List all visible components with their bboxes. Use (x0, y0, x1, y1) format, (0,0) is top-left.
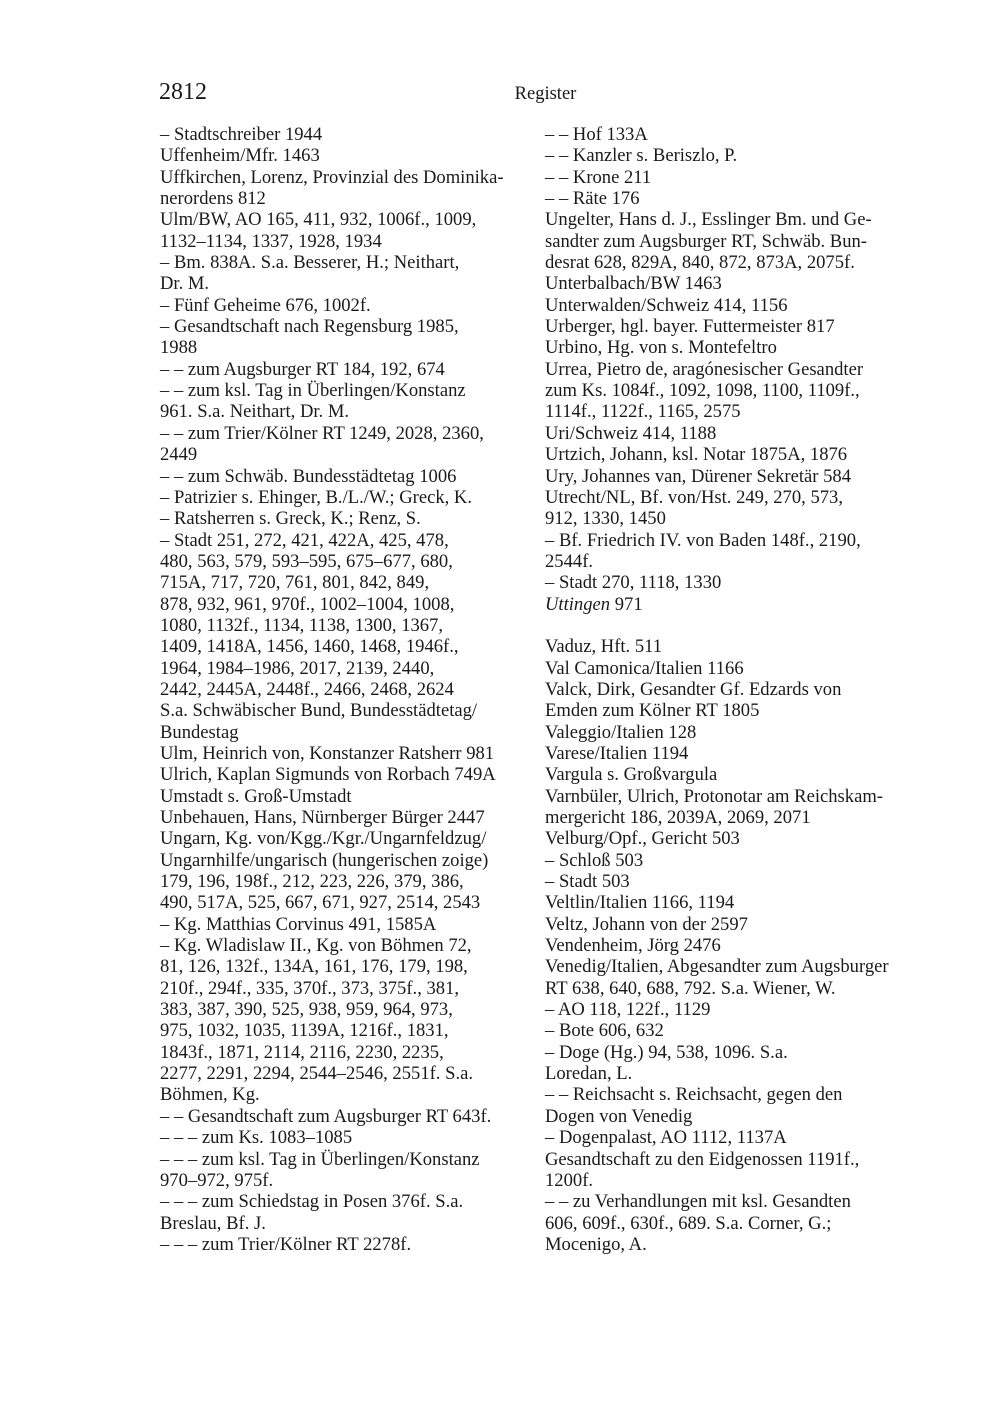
index-term-italic: Uttingen (545, 593, 611, 615)
index-entry (545, 722, 935, 743)
index-entry-line: Varnbüler, Ulrich, Protonotar am Reichskam- (545, 785, 883, 807)
index-entry (160, 1191, 540, 1234)
index-entry (160, 316, 540, 359)
index-entry-line: Breslau, Bf. J. (160, 1212, 266, 1234)
index-entry-line: Ulm/BW, AO 165, 411, 932, 1006f., 1009, (160, 209, 477, 231)
index-entry-line: 1200f. (545, 1169, 594, 1191)
index-entry-line: 1114f., 1122f., 1165, 2575 (545, 401, 741, 423)
index-entry (160, 935, 540, 1106)
index-entry (545, 1020, 935, 1041)
index-entry-line: 1964, 1984–1986, 2017, 2139, 2440, (160, 657, 435, 679)
index-entry-line: – – – zum Trier/Kölner RT 2278f. (160, 1233, 412, 1255)
index-entry (160, 466, 540, 487)
index-entry (160, 1106, 540, 1127)
index-entry (545, 444, 935, 465)
index-entry-line: Urtzich, Johann, ksl. Notar 1875A, 1876 (545, 444, 848, 466)
index-entry-line: 490, 517A, 525, 667, 671, 927, 2514, 2543 (160, 892, 481, 914)
index-entry (160, 914, 540, 935)
index-entry-line: RT 638, 640, 688, 792. S.a. Wiener, W. (545, 977, 836, 999)
index-entry (160, 508, 540, 529)
index-entry-line: sandter zum Augsburger RT, Schwäb. Bun- (545, 230, 867, 252)
index-entry-line: Ungelter, Hans d. J., Esslinger Bm. und Ge- (545, 209, 872, 231)
index-entry-line: – Gesandtschaft nach Regensburg 1985, (160, 316, 459, 338)
index-entry (545, 636, 935, 657)
index-entry-line: Veltlin/Italien 1166, 1194 (545, 892, 735, 914)
index-entry-line: Urrea, Pietro de, aragónesischer Gesandter (545, 358, 864, 380)
index-entry-line: Venedig/Italien, Abgesandter zum Augsburger (545, 956, 889, 978)
index-entry (545, 337, 935, 358)
index-entry-line: Ungarnhilfe/ungarisch (hungerischen zoige) (160, 849, 489, 871)
index-entry-line: 210f., 294f., 335, 370f., 373, 375f., 381, (160, 977, 460, 999)
index-entry (545, 423, 935, 444)
index-entry-line: – – zu Verhandlungen mit ksl. Gesandten (545, 1191, 851, 1213)
index-entry-line: 1843f., 1871, 2114, 2116, 2230, 2235, (160, 1041, 444, 1063)
index-entry-line: zum Ks. 1084f., 1092, 1098, 1100, 1109f., (545, 380, 860, 402)
index-entry-line: – – Gesandtschaft zum Augsburger RT 643f. (160, 1105, 492, 1127)
index-entry (160, 743, 540, 764)
index-entry (160, 530, 540, 743)
index-entry-line: Valck, Dirk, Gesandter Gf. Edzards von (545, 678, 842, 700)
index-entry (160, 764, 540, 785)
index-entry-line: Vargula s. Großvargula (545, 764, 718, 786)
index-entry (545, 914, 935, 935)
index-entry-line: – Dogenpalast, AO 1112, 1137A (545, 1127, 787, 1149)
index-entry-line: – Kg. Matthias Corvinus 491, 1585A (160, 913, 437, 935)
index-entry (160, 380, 540, 423)
index-entry-line: 961. S.a. Neithart, Dr. M. (160, 401, 350, 423)
index-entry-line: 1409, 1418A, 1456, 1460, 1468, 1946f., (160, 636, 459, 658)
index-entry-line: Unterbalbach/BW 1463 (545, 273, 722, 295)
index-entry-line: 1080, 1132f., 1134, 1138, 1300, 1367, (160, 614, 444, 636)
index-entry (160, 786, 540, 807)
index-entry (160, 1234, 540, 1255)
index-entry-line: Bundestag (160, 721, 239, 743)
index-entry-line: – Ratsherren s. Greck, K.; Renz, S. (160, 508, 421, 530)
index-entry (160, 359, 540, 380)
index-entry-line: 2544f. (545, 550, 594, 572)
index-entry (545, 850, 935, 871)
index-entry-line: – – zum Schwäb. Bundesstädtetag 1006 (160, 465, 457, 487)
index-entry-line: – – Hof 133A (545, 124, 648, 145)
index-entry (545, 999, 935, 1020)
index-entry (160, 124, 540, 145)
index-entry-line: – – – zum Schiedstag in Posen 376f. S.a. (160, 1191, 464, 1213)
index-entry-line: Dogen von Venedig (545, 1105, 693, 1127)
index-entry (545, 828, 935, 849)
index-entry (545, 273, 935, 294)
index-entry-line: – – zum Augsburger RT 184, 192, 674 (160, 358, 445, 380)
index-entry-line: 1132–1134, 1337, 1928, 1934 (160, 230, 382, 252)
index-entry-line: Varese/Italien 1194 (545, 742, 689, 764)
index-entry-line: 2277, 2291, 2294, 2544–2546, 2551f. S.a. (160, 1063, 473, 1085)
index-entry (160, 487, 540, 508)
index-entry-line: Vaduz, Hft. 511 (545, 636, 663, 658)
index-entry (160, 252, 540, 295)
index-entry-line: – – zum ksl. Tag in Überlingen/Konstanz (160, 380, 466, 402)
running-title: Register (514, 84, 577, 104)
index-entry-line: Uffkirchen, Lorenz, Provinzial des Dominika- (160, 166, 504, 188)
index-entry-line: Ungarn, Kg. von/Kgg./Kgr./Ungarnfeldzug/ (160, 828, 487, 850)
index-column-left (160, 124, 540, 1255)
index-entry-line: – AO 118, 122f., 1129 (545, 999, 711, 1021)
index-entry-line: Emden zum Kölner RT 1805 (545, 700, 760, 722)
index-entry (545, 145, 935, 166)
index-entry-line: Utrecht/NL, Bf. von/Hst. 249, 270, 573, (545, 486, 843, 508)
index-entry-line: – Bote 606, 632 (545, 1020, 664, 1042)
index-entry-line: – Doge (Hg.) 94, 538, 1096. S.a. (545, 1041, 788, 1063)
index-entry (545, 743, 935, 764)
index-column-right (545, 124, 935, 1255)
page-number: 2812 (159, 79, 207, 105)
index-entry-line: mergericht 186, 2039A, 2069, 2071 (545, 807, 811, 828)
index-entry (545, 188, 935, 209)
index-entry (545, 359, 935, 423)
index-entry (160, 167, 540, 210)
index-entry-line: – Bm. 838A. S.a. Besserer, H.; Neithart, (160, 252, 460, 274)
index-entry (545, 1191, 935, 1255)
index-entry (545, 658, 935, 679)
index-entry-line: – Stadtschreiber 1944 (160, 124, 323, 145)
index-entry (545, 892, 935, 913)
index-entry-line: S.a. Schwäbischer Bund, Bundesstädtetag/ (160, 700, 478, 722)
index-entry-line: – Bf. Friedrich IV. von Baden 148f., 2190, (545, 529, 861, 551)
index-entry-line: Böhmen, Kg. (160, 1084, 260, 1106)
index-entry (545, 1127, 935, 1148)
index-entry-line: – – zum Trier/Kölner RT 1249, 2028, 2360, (160, 422, 484, 444)
page-header (159, 78, 932, 108)
index-entry-line: Umstadt s. Groß-Umstadt (160, 785, 352, 807)
letter-group-gap (545, 615, 935, 636)
index-entry-line: 81, 126, 132f., 134A, 161, 176, 179, 198, (160, 956, 468, 978)
index-entry (545, 1084, 935, 1127)
index-entry-line: Mocenigo, A. (545, 1233, 647, 1255)
index-entry (545, 487, 935, 530)
index-entry-line: 970–972, 975f. (160, 1169, 274, 1191)
index-entry-line: Unterwalden/Schweiz 414, 1156 (545, 294, 788, 316)
index-entry-line: nerordens 812 (160, 188, 266, 210)
index-entry-line: 2442, 2445A, 2448f., 2466, 2468, 2624 (160, 678, 454, 700)
index-entry-line: 480, 563, 579, 593–595, 675–677, 680, (160, 550, 453, 572)
index-entry-line: – – Krone 211 (545, 166, 652, 188)
index-entry-line: Ulm, Heinrich von, Konstanzer Ratsherr 981 (160, 742, 495, 764)
index-entry-line: Uffenheim/Mfr. 1463 (160, 145, 320, 167)
index-entry-line: Valeggio/Italien 128 (545, 721, 697, 743)
index-entry (545, 935, 935, 956)
index-entry (545, 786, 935, 829)
index-entry (545, 209, 935, 273)
index-entry-line: – Stadt 270, 1118, 1330 (545, 572, 722, 594)
index-entry-line: – Patrizier s. Ehinger, B./L./W.; Greck, K. (160, 486, 473, 508)
index-entry (160, 209, 540, 252)
index-entry-line: – Fünf Geheime 676, 1002f. (160, 294, 371, 316)
index-entry-line: Loredan, L. (545, 1063, 633, 1085)
index-entry-line: – Stadt 503 (545, 871, 630, 893)
index-entry (545, 679, 935, 722)
index-entry (160, 1149, 540, 1192)
index-entry-line: Uri/Schweiz 414, 1188 (545, 422, 717, 444)
index-entry (545, 1149, 935, 1192)
index-entry (160, 295, 540, 316)
index-entry-line: Urberger, hgl. bayer. Futtermeister 817 (545, 316, 835, 338)
index-entry (160, 423, 540, 466)
index-entry-line: Velburg/Opf., Gericht 503 (545, 828, 740, 850)
index-entry (545, 764, 935, 785)
index-entry (545, 466, 935, 487)
index-entry (545, 594, 935, 615)
index-entry-line: – – Reichsacht s. Reichsacht, gegen den (545, 1084, 843, 1106)
index-entry-line: – Stadt 251, 272, 421, 422A, 425, 478, (160, 529, 449, 551)
index-entry-line: desrat 628, 829A, 840, 872, 873A, 2075f. (545, 252, 855, 274)
index-entry-line: Val Camonica/Italien 1166 (545, 657, 744, 679)
index-entry-line: Vendenheim, Jörg 2476 (545, 935, 721, 957)
index-entry-line: – – – zum ksl. Tag in Überlingen/Konstanz (160, 1148, 480, 1170)
index-entry (545, 956, 935, 999)
index-entry-line: 179, 196, 198f., 212, 223, 226, 379, 386, (160, 871, 464, 893)
index-entry (160, 807, 540, 828)
index-entry (545, 572, 935, 593)
index-entry-line: 606, 609f., 630f., 689. S.a. Corner, G.; (545, 1212, 832, 1234)
index-entry (545, 1042, 935, 1085)
index-entry-line: 1988 (160, 337, 198, 359)
index-entry (160, 1127, 540, 1148)
index-entry (545, 295, 935, 316)
index-entry (545, 871, 935, 892)
index-entry (545, 167, 935, 188)
index-entry-line: Ury, Johannes van, Dürener Sekretär 584 (545, 465, 852, 487)
index-entry-line: Veltz, Johann von der 2597 (545, 913, 748, 935)
index-entry-line: 975, 1032, 1035, 1139A, 1216f., 1831, (160, 1020, 449, 1042)
index-entry-line: – – – zum Ks. 1083–1085 (160, 1127, 353, 1149)
index-entry-line: 878, 932, 961, 970f., 1002–1004, 1008, (160, 593, 455, 615)
index-entry-line: – Kg. Wladislaw II., Kg. von Böhmen 72, (160, 935, 472, 957)
index-entry-line: – – Kanzler s. Beriszlo, P. (545, 145, 738, 167)
index-entry-line: Ulrich, Kaplan Sigmunds von Rorbach 749A (160, 764, 496, 786)
index-entry-line: Gesandtschaft zu den Eidgenossen 1191f., (545, 1148, 860, 1170)
index-entry (545, 530, 935, 573)
index-entry-line: – – Räte 176 (545, 188, 640, 210)
index-entry-line: – Schloß 503 (545, 849, 644, 871)
index-entry-line: 912, 1330, 1450 (545, 508, 666, 530)
index-entry-line: 715A, 717, 720, 761, 801, 842, 849, (160, 572, 430, 594)
index-entry-line: Urbino, Hg. von s. Montefeltro (545, 337, 777, 359)
index-entry (160, 145, 540, 166)
index-entry (545, 316, 935, 337)
index-entry-line: Unbehauen, Hans, Nürnberger Bürger 2447 (160, 807, 485, 828)
index-entry-line: Uttingen 971 (545, 593, 643, 615)
index-entry-line: 383, 387, 390, 525, 938, 959, 964, 973, (160, 999, 453, 1021)
index-entry-line: 2449 (160, 444, 198, 466)
index-entry-line: Dr. M. (160, 273, 210, 295)
index-entry (160, 828, 540, 913)
index-entry (545, 124, 935, 145)
